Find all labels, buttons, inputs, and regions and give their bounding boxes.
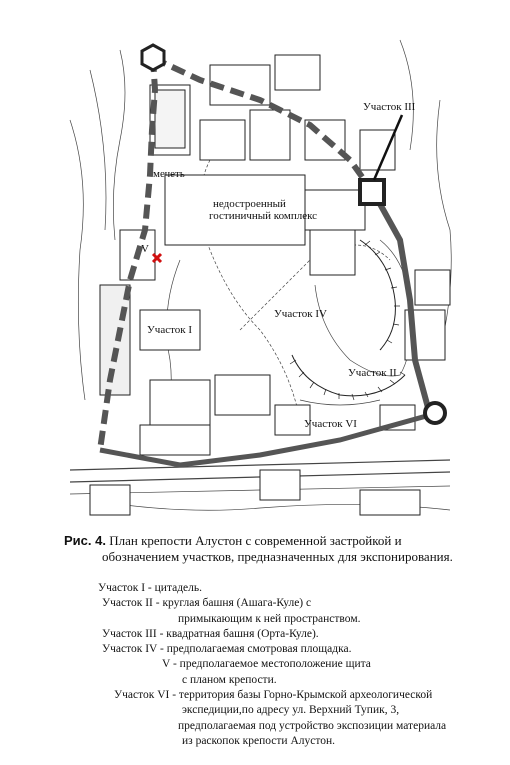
legend-item-site6-cont2: предполагаемая под устройство экспозиции материала bbox=[178, 719, 447, 732]
label-mosque: мечеть bbox=[153, 168, 185, 180]
legend-item-v: V - предполагаемое местоположение щита bbox=[162, 658, 371, 671]
fortress-plan-map bbox=[60, 30, 460, 525]
label-site2: Участок II bbox=[348, 367, 397, 379]
label-site4: Участок IV bbox=[274, 308, 327, 320]
legend-item-site1: Участок I - цитадель. bbox=[98, 582, 203, 594]
caption-line-1: План крепости Алустон с современной застройкой и bbox=[109, 533, 402, 548]
legend-item-site6-cont3: из раскопок крепости Алустон. bbox=[182, 734, 335, 747]
hex-tower-northwest bbox=[142, 45, 164, 70]
legend-item-site6: Участок VI - территория базы Горно-Крымской археологической bbox=[114, 689, 433, 702]
square-tower-site3 bbox=[360, 180, 384, 204]
legend-item-v-cont: с планом крепости. bbox=[182, 673, 277, 686]
label-marker-v: V bbox=[141, 243, 149, 255]
legend-item-site2-cont: примыкающим к ней пространством. bbox=[178, 612, 361, 625]
label-hotel-line1: недостроенный bbox=[213, 198, 286, 210]
label-hotel-line2: гостиничный комплекс bbox=[209, 210, 318, 222]
caption-line-2: обозначением участков, предназначенных для экспонирования. bbox=[102, 549, 453, 564]
legend-item-site2: Участок II - круглая башня (Ашага-Куле) с bbox=[102, 597, 312, 610]
legend-item-site4: Участок IV - предполагаемая смотровая площадка. bbox=[102, 643, 352, 656]
label-site6: Участок VI bbox=[304, 418, 357, 430]
figure-caption bbox=[64, 533, 494, 565]
round-tower-site2 bbox=[425, 403, 445, 423]
label-site3: Участок III bbox=[363, 101, 416, 113]
figure-number: Рис. 4. bbox=[64, 533, 106, 548]
legend bbox=[98, 581, 498, 749]
label-site1: Участок I bbox=[147, 324, 193, 336]
buildings bbox=[90, 55, 450, 515]
legend-item-site3: Участок III - квадратная башня (Орта-Куле). bbox=[102, 627, 319, 640]
legend-item-site6-cont1: экспедиции,по адресу ул. Верхний Тупик, 3, bbox=[182, 704, 400, 717]
